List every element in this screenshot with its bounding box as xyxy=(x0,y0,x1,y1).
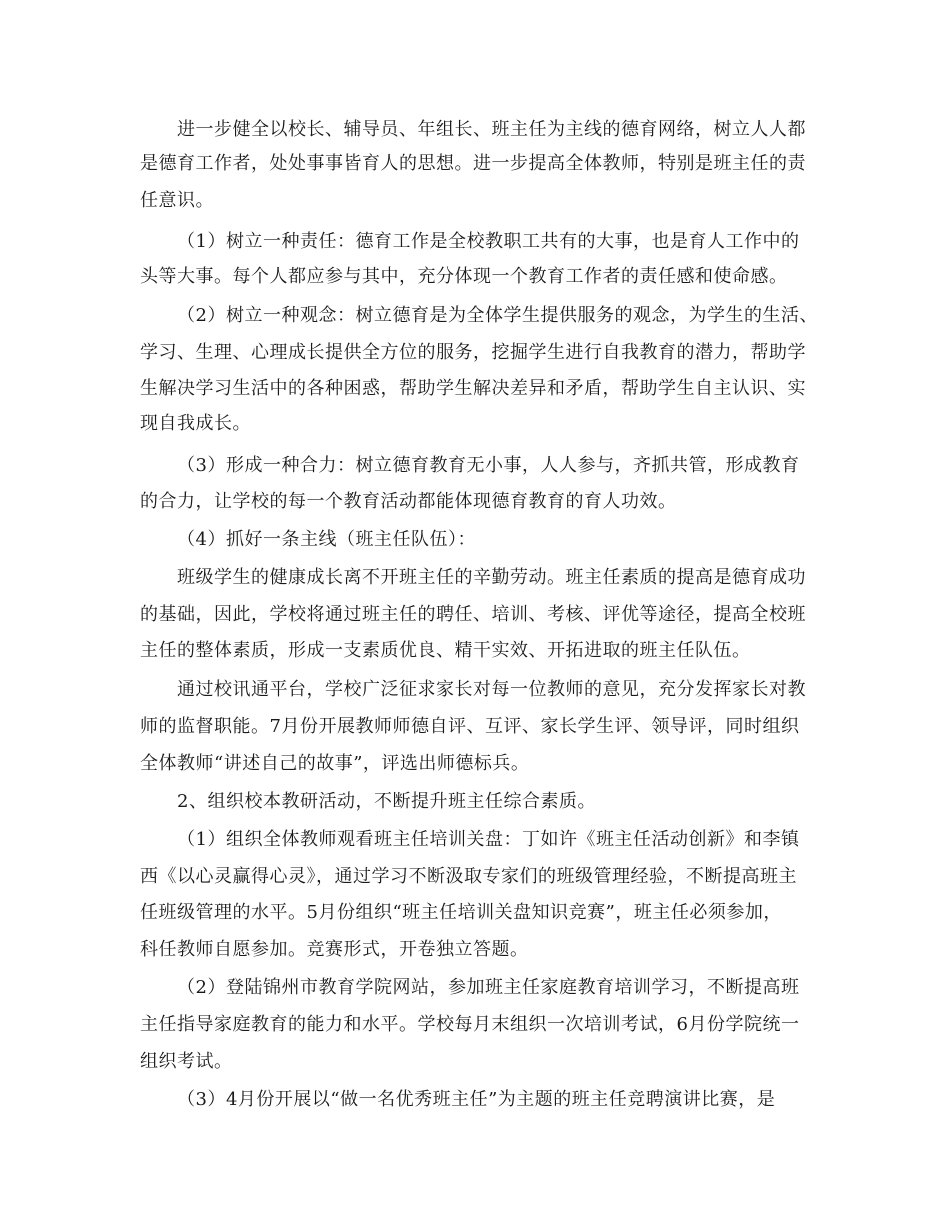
text-line: 的基础，因此，学校将通过班主任的聘任、培训、考核、评优等途径，提高全校班 xyxy=(140,604,806,625)
text-line: 全体教师“讲述自己的故事”，评选出师德标兵。 xyxy=(140,753,530,774)
text-line: 学习、生理、心理成长提供全方位的服务，挖掘学生进行自我教育的潜力，帮助学 xyxy=(140,342,806,363)
text-line: 2、组织校本教研活动，不断提升班主任综合素质。 xyxy=(177,791,596,812)
text-line: （2）登陆锦州市教育学院网站，参加班主任家庭教育培训学习，不断提高班 xyxy=(177,977,800,998)
text-line: 组织考试。 xyxy=(140,1051,233,1072)
text-line: （3）4月份开展以“做一名优秀班主任”为主题的班主任竞聘演讲比赛，是 xyxy=(177,1089,776,1110)
text-line: 主任指导家庭教育的能力和水平。学校每月末组织一次培训考试，6月份学院统一 xyxy=(140,1014,800,1035)
text-line: 现自我成长。 xyxy=(140,413,251,434)
text-line: 通过校讯通平台，学校广泛征求家长对每一位教师的意见，充分发挥家长对教 xyxy=(177,679,806,700)
text-line: （1）组织全体教师观看班主任培训关盘：丁如许《班主任活动创新》和李镇 xyxy=(177,829,800,850)
text-line: 进一步健全以校长、辅导员、年组长、班主任为主线的德育网络，树立人人都 xyxy=(177,119,806,140)
text-line: 任班级管理的水平。5月份组织“班主任培训关盘知识竞赛”，班主任必须参加， xyxy=(140,902,782,923)
text-line: 西《以心灵赢得心灵》，通过学习不断汲取专家们的班级管理经验，不断提高班主 xyxy=(140,866,797,887)
text-line: 是德育工作者，处处事事皆育人的思想。进一步提高全体教师，特别是班主任的责 xyxy=(140,153,806,174)
text-line: 科任教师自愿参加。竞赛形式，开卷独立答题。 xyxy=(140,939,529,960)
text-line: （3）形成一种合力：树立德育教育无小事，人人参与，齐抓共管，形成教育 xyxy=(177,455,800,476)
text-line: 头等大事。每个人都应参与其中，充分体现一个教育工作者的责任感和使命感。 xyxy=(140,266,788,287)
text-line: （2）树立一种观念：树立德育是为全体学生提供服务的观念，为学生的生活、 xyxy=(177,305,818,326)
text-line: 班级学生的健康成长离不开班主任的辛勤劳动。班主任素质的提高是德育成功 xyxy=(177,567,806,588)
text-line: 任意识。 xyxy=(140,190,214,211)
text-line: 的合力，让学校的每一个教育活动都能体现德育教育的育人功效。 xyxy=(140,491,677,512)
text-line: 师的监督职能。7月份开展教师师德自评、互评、家长学生评、领导评，同时组织 xyxy=(140,716,800,737)
text-line: 主任的整体素质，形成一支素质优良、精干实效、开拓进取的班主任队伍。 xyxy=(140,640,751,661)
text-line: （1）树立一种责任：德育工作是全校教职工共有的大事，也是育人工作中的 xyxy=(177,231,800,252)
text-line: 生解决学习生活中的各种困惑，帮助学生解决差异和矛盾，帮助学生自主认识、实 xyxy=(140,378,806,399)
text-line: （4）抓好一条主线（班主任队伍）： xyxy=(177,529,476,550)
